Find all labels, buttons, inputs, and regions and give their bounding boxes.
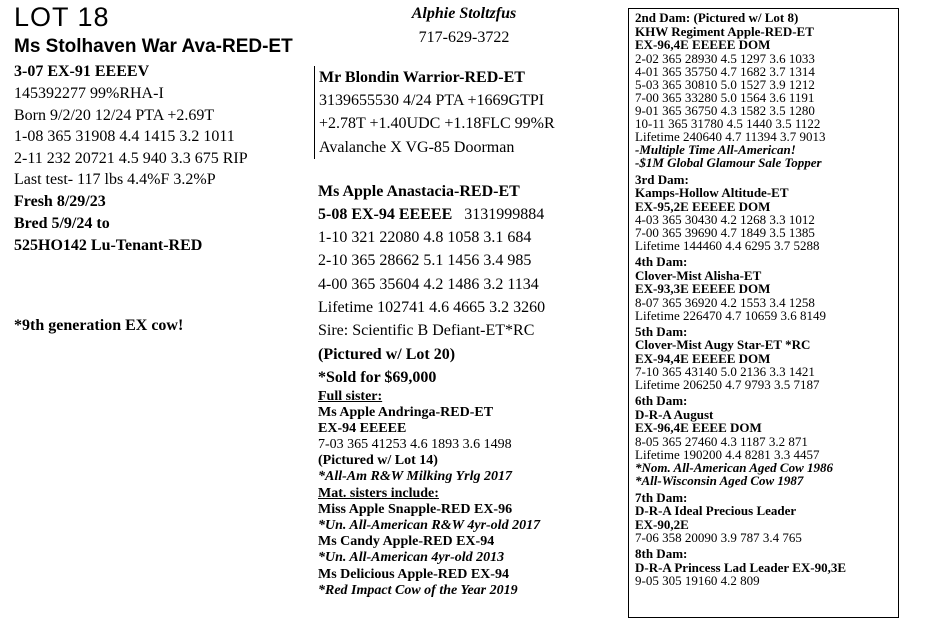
- consignor-phone: 717-629-3722: [418, 29, 510, 46]
- dam-heading: 8th Dam:: [635, 546, 688, 561]
- dam-sire: Sire: Scientific B Defiant-ET*RC: [318, 322, 535, 340]
- lot-summary: [14, 0, 304, 337]
- cow-record: 2-11 232 20721 4.5 940 3.3 675 RIP: [14, 149, 248, 167]
- dam-lifetime: Lifetime 240640 4.7 11394 3.7 9013: [635, 128, 826, 144]
- dam-heading: 4th Dam:: [635, 254, 688, 269]
- dam-note: *Nom. All-American Aged Cow 1986: [635, 459, 834, 475]
- mat-sister-name: Ms Delicious Apple-RED EX-94: [318, 566, 509, 582]
- full-sister-pictured: (Pictured w/ Lot 14): [318, 453, 438, 469]
- sire-block: [314, 66, 616, 159]
- sire-line: 3139655530 4/24 PTA +1669GTPI: [319, 92, 545, 109]
- dam-class: 5-08 EX-94 EEEEE: [318, 205, 453, 223]
- cow-record: 1-08 365 31908 4.4 1415 3.2 1011: [14, 128, 235, 145]
- lot-number: LOT 18: [14, 2, 110, 32]
- dam-note: *All-Wisconsin Aged Cow 1987: [635, 473, 804, 488]
- cow-last-test: Last test- 117 lbs 4.4%F 3.2%P: [14, 171, 216, 188]
- dam-record: 7-10 365 43140 5.0 2136 3.3 1421: [635, 364, 815, 379]
- dam-2: [635, 11, 898, 170]
- full-sister-record: 7-03 365 41253 4.6 1893 3.6 1498: [318, 436, 512, 452]
- dam-record: 5-03 365 30810 5.0 1527 3.9 1212: [635, 76, 815, 92]
- cow-registration: 145392277 99%RHA-I: [14, 85, 164, 102]
- dam-name: D-R-A August: [635, 406, 714, 422]
- dam-heading: 5th Dam:: [635, 323, 688, 339]
- dam-record: 7-00 365 39690 4.7 1849 3.5 1385: [635, 225, 815, 240]
- cow-bred: Bred 5/9/24 to: [14, 214, 110, 232]
- dam-record: 4-01 365 35750 4.7 1682 3.7 1314: [635, 63, 815, 79]
- dam-lineage-box: [628, 8, 899, 618]
- dam-heading: 2nd Dam: (Pictured w/ Lot 8): [635, 10, 799, 25]
- dam-class: EX-90,2E: [635, 516, 689, 532]
- dam-name: D-R-A Princess Lad Leader EX-90,3E: [635, 559, 847, 575]
- dam-class: EX-95,2E EEEEE DOM: [635, 198, 771, 214]
- dam-name: Clover-Mist Alisha-ET: [635, 267, 762, 283]
- dam-3: [635, 173, 898, 253]
- cow-bred-to: 525HO142 Lu-Tenant-RED: [14, 236, 203, 254]
- dam-record: 7-06 358 20090 3.9 787 3.4 765: [635, 530, 802, 545]
- dam-lifetime: Lifetime 102741 4.6 4665 3.2 3260: [318, 299, 546, 317]
- full-sister-award: *All-Am R&W Milking Yrlg 2017: [318, 469, 512, 485]
- dam-class: EX-94,4E EEEEE DOM: [635, 350, 771, 366]
- dam-class: EX-96,4E EEEE DOM: [635, 420, 762, 435]
- dam-record: 8-05 365 27460 4.3 1187 3.2 871: [635, 433, 808, 449]
- consignor: [314, 4, 614, 48]
- dam-name: Kamps-Hollow Altitude-ET: [635, 185, 789, 200]
- dam-lifetime: Lifetime 190200 4.4 8281 3.3 4457: [635, 446, 820, 462]
- dam-record: 4-00 365 35604 4.2 1486 3.2 1134: [318, 275, 539, 293]
- cow-classification: 3-07 EX-91 EEEEV: [14, 63, 150, 80]
- mat-sister-award: *Red Impact Cow of the Year 2019: [318, 582, 518, 598]
- dam-8: [635, 547, 898, 587]
- sire-name: Mr Blondin Warrior-RED-ET: [319, 69, 525, 86]
- dam-class: EX-93,3E EEEEE DOM: [635, 281, 771, 296]
- mat-sister-name: Ms Candy Apple-RED EX-94: [318, 534, 495, 550]
- dam-heading: 7th Dam:: [635, 489, 688, 505]
- dam-record: 4-03 365 30430 4.2 1268 3.3 1012: [635, 212, 815, 227]
- dam-record: 9-01 365 36750 4.3 1582 3.5 1280: [635, 102, 815, 118]
- dam-name: D-R-A Ideal Precious Leader: [635, 503, 797, 518]
- sire-line: Avalanche X VG-85 Doorman: [319, 138, 515, 156]
- dam-class: EX-96,4E EEEEE DOM: [635, 37, 771, 52]
- sire-line: +2.78T +1.40UDC +1.18FLC 99%R: [319, 115, 555, 133]
- dam-record: 9-05 305 19160 4.2 809: [635, 573, 760, 588]
- dam-class-line: [318, 203, 616, 226]
- dam-lifetime: Lifetime 226470 4.7 10659 3.6 8149: [635, 307, 827, 323]
- cow-fresh: Fresh 8/29/23: [14, 192, 106, 210]
- dam-heading: 3rd Dam:: [635, 171, 689, 187]
- full-sister-class: EX-94 EEEEE: [318, 420, 407, 436]
- full-sister-name: Ms Apple Andringa-RED-ET: [318, 404, 494, 420]
- full-sister-heading: Full sister:: [318, 388, 383, 404]
- dam-name: Clover-Mist Augy Star-ET *RC: [635, 337, 811, 352]
- consignor-name: Alphie Stoltzfus: [411, 5, 517, 22]
- dam-record: 2-10 365 28662 5.1 1456 3.4 985: [318, 252, 532, 270]
- mat-sisters-heading: Mat. sisters include:: [318, 485, 439, 501]
- mat-sister-name: Miss Apple Snapple-RED EX-96: [318, 501, 513, 517]
- pedigree-middle: [318, 0, 616, 599]
- dam-reg: 3131999884: [464, 205, 545, 223]
- dam-note: -$1M Global Glamour Sale Topper: [635, 155, 822, 170]
- cow-note: *9th generation EX cow!: [14, 316, 184, 334]
- cow-born: Born 9/2/20 12/24 PTA +2.69T: [14, 106, 215, 124]
- dam-note: -Multiple Time All-American!: [635, 141, 796, 157]
- dam-lifetime: Lifetime 144460 4.4 6295 3.7 5288: [635, 238, 820, 253]
- dam-7: [635, 491, 898, 545]
- dam-record: 8-07 365 36920 4.2 1553 3.4 1258: [635, 294, 815, 310]
- dam-record: 2-02 365 28930 4.5 1297 3.6 1033: [635, 50, 815, 66]
- dam-name: Ms Apple Anastacia-RED-ET: [318, 182, 520, 200]
- dam-name: KHW Regiment Apple-RED-ET: [635, 23, 814, 39]
- dam-lifetime: Lifetime 206250 4.7 9793 3.5 7187: [635, 377, 820, 392]
- dam-5: [635, 325, 898, 392]
- dam-pictured: (Pictured w/ Lot 20): [318, 345, 456, 363]
- dam-sold: *Sold for $69,000: [318, 368, 437, 386]
- dam-6: [635, 394, 898, 488]
- dam-heading: 6th Dam:: [635, 393, 688, 408]
- dam-record: 10-11 365 31780 4.5 1440 3.5 1122: [635, 115, 821, 131]
- dam-4: [635, 255, 898, 322]
- cow-name: Ms Stolhaven War Ava-RED-ET: [14, 36, 293, 57]
- dam-record: 7-00 365 33280 5.0 1564 3.6 1191: [635, 89, 815, 105]
- mat-sister-award: *Un. All-American 4yr-old 2013: [318, 550, 505, 566]
- mat-sister-award: *Un. All-American R&W 4yr-old 2017: [318, 517, 541, 533]
- dam-record: 1-10 321 22080 4.8 1058 3.1 684: [318, 229, 532, 247]
